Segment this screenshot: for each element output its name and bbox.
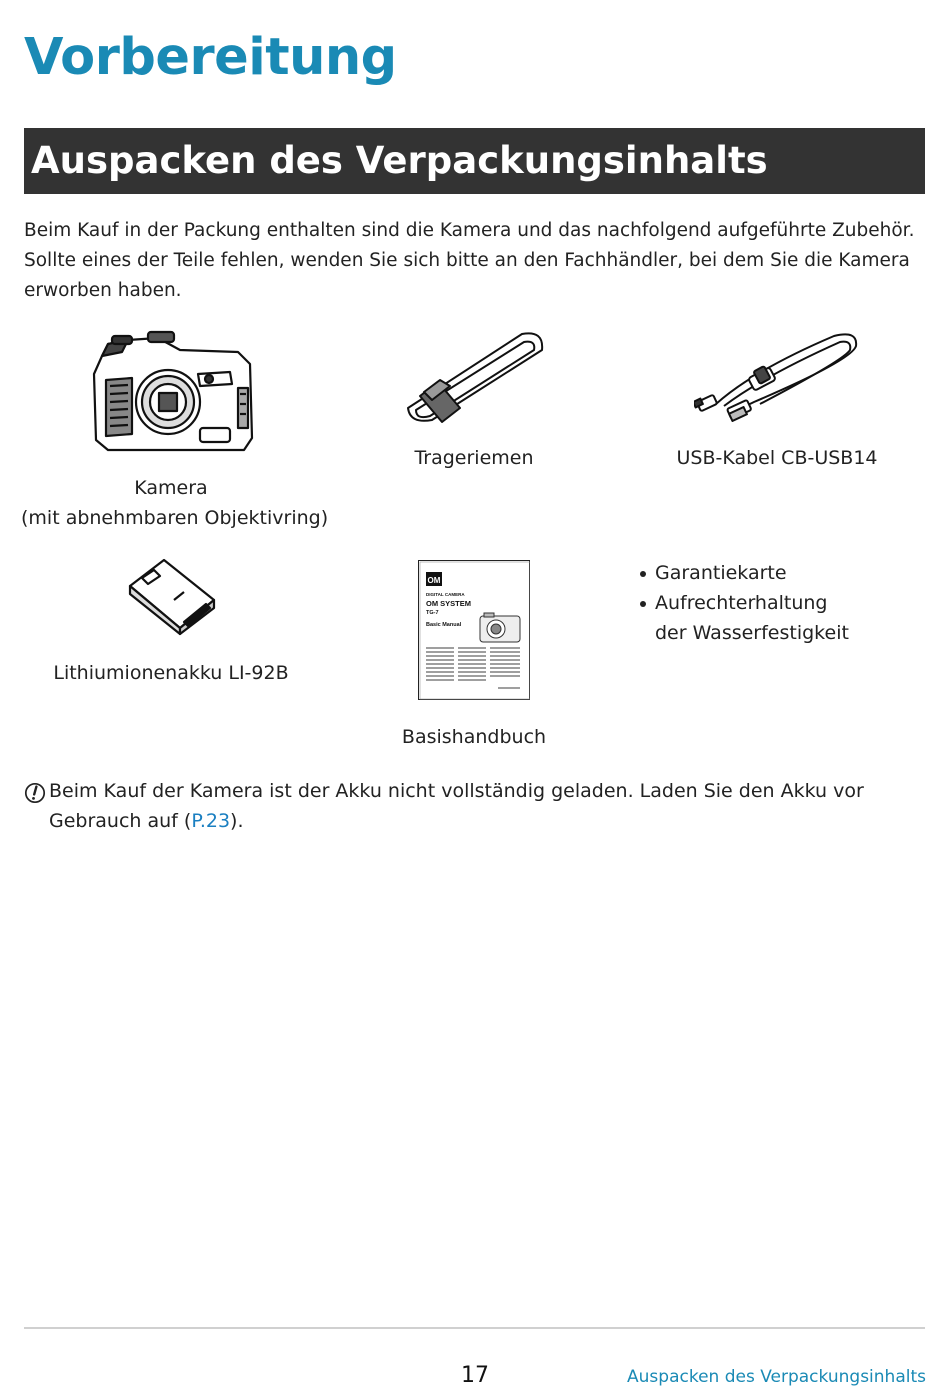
note-text-after: ). [230, 810, 244, 832]
manual-cover-illustration [418, 560, 530, 700]
page-reference-link[interactable]: P.23 [191, 810, 231, 832]
chapter-title: Vorbereitung [24, 28, 397, 87]
footer-divider [24, 1327, 925, 1329]
manual-cover-line1: DIGITAL CAMERA [426, 592, 465, 597]
camera-illustration [88, 328, 256, 456]
camera-label: Kamera [134, 477, 208, 499]
section-title: Auspacken des Verpackungsinhalts [31, 139, 768, 182]
usb-caption: USB-Kabel CB-USB14 [676, 447, 878, 469]
manual-item [418, 560, 530, 700]
battery-item [124, 556, 220, 640]
manual-cover-brand: OM [427, 576, 441, 585]
battery-illustration [124, 556, 220, 636]
manual-cover-camera-icon [480, 613, 520, 642]
manual-cover-system: OM SYSTEM [426, 599, 472, 608]
camera-item [88, 328, 256, 460]
page-number: 17 [461, 1363, 489, 1388]
manual-cover-model: TG-7 [426, 610, 439, 616]
usb-cable-illustration [694, 330, 862, 422]
intro-text [24, 216, 924, 306]
section-header-bar [24, 128, 925, 194]
note-block [24, 776, 924, 836]
strap-caption: Trageriemen [414, 447, 534, 469]
camera-caption [21, 473, 329, 533]
manual-cover-title: Basic Manual [426, 622, 462, 628]
footer-section-link[interactable]: Auspacken des Verpackungsinhalts [627, 1367, 926, 1387]
additional-items-list [636, 558, 865, 648]
list-item: Aufrechterhaltung der Wasserfestigkeit [636, 588, 865, 648]
list-item: Garantiekarte [636, 558, 865, 588]
usb-item [694, 330, 862, 426]
battery-caption: Lithiumionenakku LI-92B [53, 662, 289, 684]
note-text [24, 776, 924, 836]
strap-illustration [402, 330, 548, 426]
note-text-before: Beim Kauf der Kamera ist der Akku nicht vollständig geladen. Laden Sie den Akku vor Gebrauch auf ( [49, 780, 864, 832]
caution-icon [24, 782, 46, 804]
camera-sublabel: (mit abnehmbaren Objektivring) [21, 507, 329, 529]
intro-line-2: Sollte eines der Teile fehlen, wenden Sie sich bitte an den Fachhändler, bei dem Sie die Kamera erworben haben. [24, 250, 910, 301]
strap-item [402, 330, 548, 430]
manual-caption: Basishandbuch [401, 726, 547, 748]
intro-line-1: Beim Kauf in der Packung enthalten sind die Kamera und das nachfolgend aufgeführte Zubehör. [24, 220, 915, 241]
